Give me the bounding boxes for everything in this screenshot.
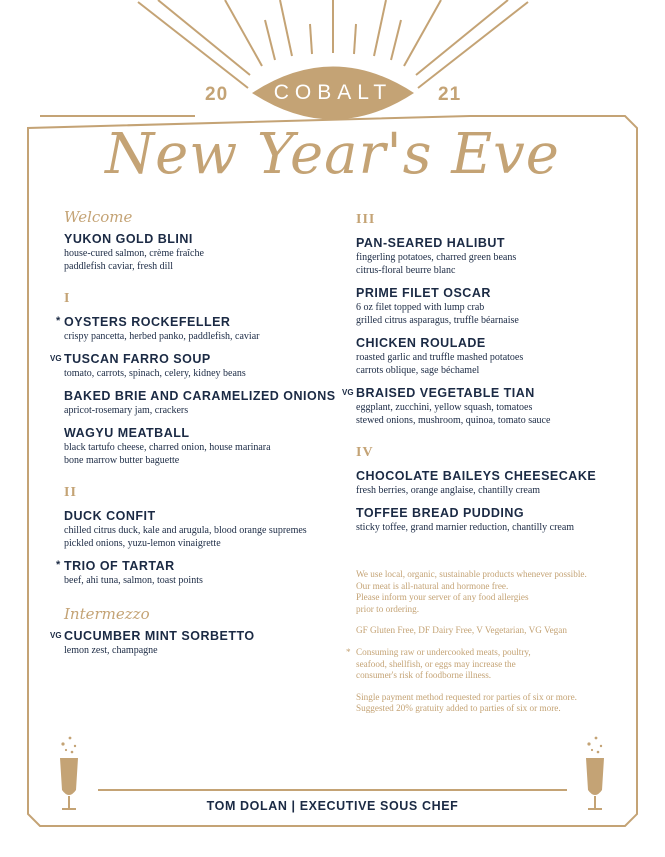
item-desc: carrots oblique, sage béchamel: [356, 365, 480, 376]
item-desc: bone marrow butter baguette: [64, 455, 180, 466]
menu-item: [64, 232, 344, 273]
item-name: PAN-SEARED HALIBUT: [356, 236, 506, 250]
item-desc: chilled citrus duck, kale and arugula, blood orange supremes: [64, 525, 307, 536]
raw-warning-marker: *: [56, 559, 61, 571]
item-desc: stewed onions, mushroom, quinoa, tomato sauce: [356, 415, 551, 426]
item-name: CUCUMBER MINT SORBETTO: [64, 629, 255, 643]
item-name: OYSTERS ROCKEFELLER: [64, 315, 231, 329]
note-line: seafood, shellfish, or eggs may increase the: [356, 658, 516, 669]
note-line: Single payment method requested ror parties of six or more.: [356, 691, 577, 702]
menu-item: [356, 506, 626, 534]
item-name: DUCK CONFIT: [64, 509, 156, 523]
section-intermezzo-heading: Intermezzo: [64, 605, 150, 623]
year-right: 21: [438, 84, 462, 105]
note-line: prior to ordering.: [356, 603, 420, 614]
menu-item: [64, 389, 344, 417]
item-desc: fresh berries, orange anglaise, chantilly cream: [356, 485, 541, 496]
right-column: [342, 212, 626, 543]
vegan-marker: VG: [50, 354, 62, 363]
item-desc: house-cured salmon, crème fraîche: [64, 248, 204, 259]
course-1-heading: I: [64, 291, 71, 306]
menu-item: [342, 386, 626, 427]
menu-notes: [346, 569, 616, 725]
menu-item: [56, 559, 344, 587]
course-3-heading: III: [356, 212, 376, 227]
item-desc: crispy pancetta, herbed panko, paddlefish, caviar: [64, 331, 260, 342]
raw-warning-marker: *: [346, 646, 351, 657]
cobalt-logo: COBALT: [273, 81, 393, 104]
item-desc: apricot-rosemary jam, crackers: [64, 405, 189, 416]
item-desc: 6 oz filet topped with lump crab: [356, 302, 485, 313]
page-title: New Year's Eve: [105, 122, 560, 187]
menu-item: [356, 286, 626, 327]
payment-note: [356, 692, 616, 715]
item-name: CHOCOLATE BAILEYS CHEESECAKE: [356, 469, 597, 483]
menu-item: [64, 509, 344, 550]
item-desc: lemon zest, champagne: [64, 645, 158, 656]
item-name: BRAISED VEGETABLE TIAN: [356, 386, 535, 400]
left-column: [50, 208, 344, 666]
menu-item: [356, 336, 626, 377]
item-name: PRIME FILET OSCAR: [356, 286, 491, 300]
item-desc: citrus-floral beurre blanc: [356, 265, 456, 276]
section-welcome-heading: Welcome: [64, 208, 133, 226]
item-desc: pickled onions, yuzu-lemon vinaigrette: [64, 538, 221, 549]
note-line: Suggested 20% gratuity added to parties of six or more.: [356, 703, 561, 714]
item-desc: eggplant, zucchini, yellow squash, tomatoes: [356, 402, 533, 413]
foodborne-warning: [346, 646, 616, 682]
note-line: consumer's risk of foodborne illness.: [356, 670, 492, 681]
sourcing-note: [356, 569, 616, 615]
item-desc: tomato, carrots, spinach, celery, kidney beans: [64, 368, 246, 379]
year-left: 20: [205, 84, 229, 105]
note-line: Please inform your server of any food allergies: [356, 592, 529, 603]
item-name: TOFFEE BREAD PUDDING: [356, 506, 525, 520]
item-name: YUKON GOLD BLINI: [64, 232, 193, 246]
item-name: TUSCAN FARRO SOUP: [64, 352, 211, 366]
item-desc: grilled citrus asparagus, truffle béarnaise: [356, 315, 519, 326]
dietary-legend: GF Gluten Free, DF Dairy Free, V Vegetarian, VG Vegan: [356, 625, 567, 636]
note-line: We use local, organic, sustainable products whenever possible.: [356, 569, 587, 579]
item-name: CHICKEN ROULADE: [356, 336, 486, 350]
item-name: TRIO OF TARTAR: [64, 559, 175, 573]
raw-warning-marker: *: [56, 315, 61, 327]
note-line: Consuming raw or undercooked meats, poultry,: [356, 646, 531, 657]
item-desc: black tartufo cheese, charred onion, house marinara: [64, 442, 271, 453]
note-line: Our meat is all-natural and hormone free.: [356, 580, 509, 591]
course-4-heading: IV: [356, 445, 374, 460]
item-desc: paddlefish caviar, fresh dill: [64, 261, 174, 272]
item-desc: fingerling potatoes, charred green beans: [356, 252, 517, 263]
menu-item: [50, 352, 344, 380]
menu-item: [56, 315, 344, 343]
course-2-heading: II: [64, 485, 77, 500]
vegan-marker: VG: [50, 631, 62, 640]
vegan-marker: VG: [342, 388, 354, 397]
item-name: WAGYU MEATBALL: [64, 426, 190, 440]
menu-item: [356, 469, 626, 497]
item-desc: beef, ahi tuna, salmon, toast points: [64, 575, 203, 586]
menu-item: [64, 426, 344, 467]
menu-item: [50, 629, 344, 657]
item-desc: roasted garlic and truffle mashed potatoes: [356, 352, 524, 363]
menu-item: [356, 236, 626, 277]
chef-credit: TOM DOLAN | EXECUTIVE SOUS CHEF: [206, 799, 459, 813]
item-name: BAKED BRIE AND CARAMELIZED ONIONS: [64, 389, 336, 403]
item-desc: sticky toffee, grand marnier reduction, chantilly cream: [356, 522, 575, 533]
